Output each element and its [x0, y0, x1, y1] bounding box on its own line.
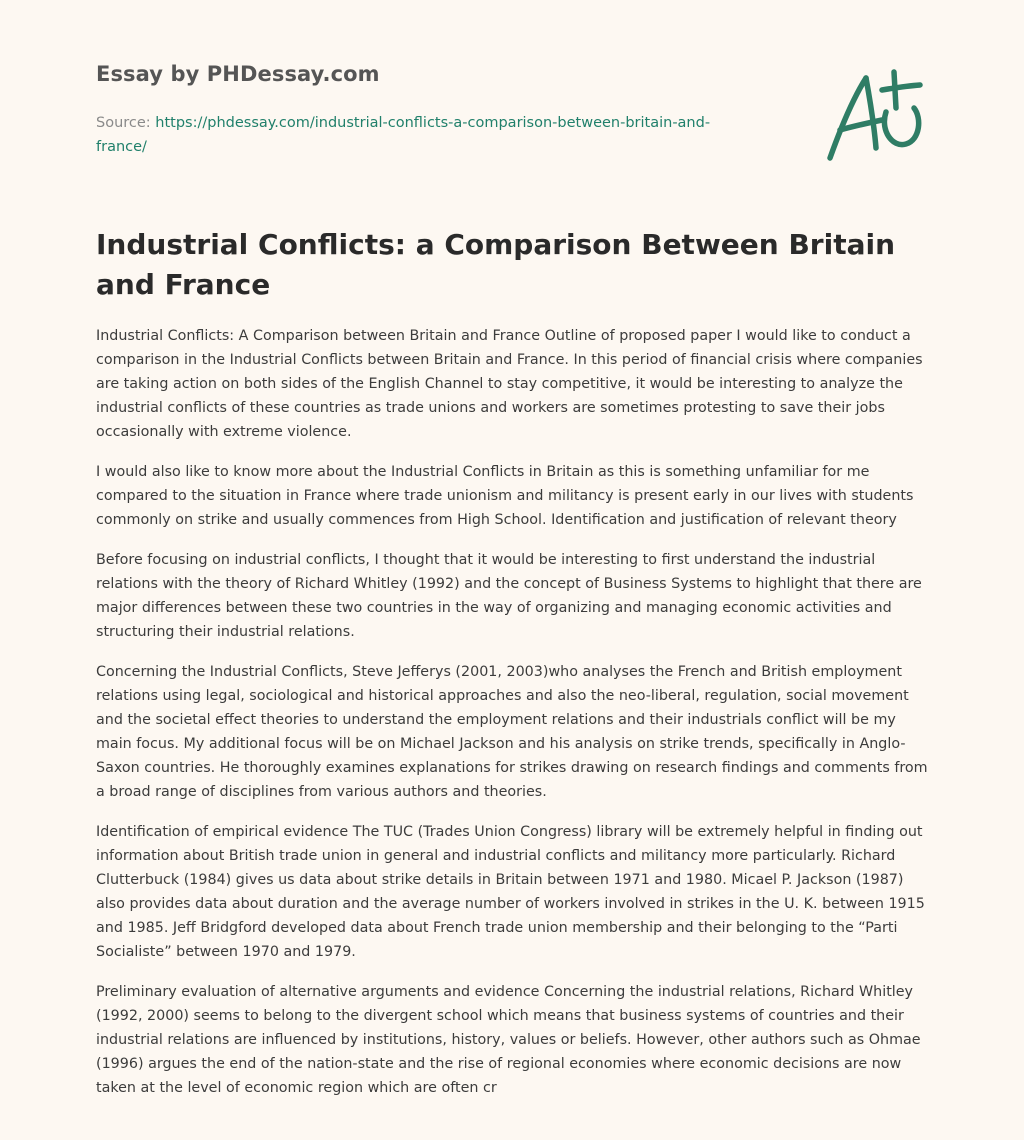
site-title: Essay by PHDessay.com [96, 62, 380, 86]
source-link[interactable]: https://phdessay.com/industrial-conflicts-a-comparison-between-britain-and-france/ [96, 115, 711, 155]
source-label: Source: [96, 115, 151, 131]
source-line [96, 111, 756, 159]
essay-title: Industrial Conflicts: a Comparison Between Britain and France [96, 228, 896, 301]
essay-paragraph: Before focusing on industrial conflicts, I thought that it would be interesting to first understand the industrial relations with the theory of Richard Whitley (1992) and the concept of Business Systems to highlight that there are major differences between these two countries in the way of organizing and managing economic activities and structuring their industrial relations. [96, 552, 922, 640]
essay-paragraph: Concerning the Industrial Conflicts, Steve Jefferys (2001, 2003)who analyses the French and British employment relations using legal, sociological and historical approaches and also the neo-liberal, regulation, social movement and the societal effect theories to understand the employment relations and their industrials conflict will be my main focus. My additional focus will be on Michael Jackson and his analysis on strike trends, specifically in Anglo-Saxon countries. He thoroughly examines explanations for strikes drawing on research findings and comments from a broad range of disciplines from various authors and theories. [96, 664, 928, 800]
essay-paragraph: Preliminary evaluation of alternative arguments and evidence Concerning the industrial relations, Richard Whitley (1992, 2000) seems to belong to the divergent school which means that business systems of countries and their industrial relations are influenced by institutions, history, values or beliefs. However, other authors such as Ohmae (1996) argues the end of the nation-state and the rise of regional economies where economic decisions are now taken at the level of economic region which are often cr [96, 984, 921, 1096]
essay-paragraph: Industrial Conflicts: A Comparison between Britain and France Outline of proposed paper I would like to conduct a comparison in the Industrial Conflicts between Britain and France. In this period of financial crisis where companies are taking action on both sides of the English Channel to stay competitive, it would be interesting to analyze the industrial conflicts of these countries as trade unions and workers are sometimes protesting to save their jobs occasionally with extreme violence. [96, 328, 923, 440]
essay-paragraph: I would also like to know more about the Industrial Conflicts in Britain as this is something unfamiliar for me compared to the situation in France where trade unionism and militancy is present early in our lives with students commonly on strike and usually commences from High School. Identification and justification of relevant theory [96, 464, 914, 528]
a-plus-logo-icon [822, 68, 932, 168]
essay-paragraph: Identification of empirical evidence The TUC (Trades Union Congress) library will be extremely helpful in finding out information about British trade union in general and industrial conflicts and militancy more particularly. Richard Clutterbuck (1984) gives us data about strike details in Britain between 1971 and 1980. Micael P. Jackson (1987) also provides data about duration and the average number of workers involved in strikes in the U. K. between 1915 and 1985. Jeff Bridgford developed data about French trade union membership and their belonging to the “Parti Socialiste” between 1970 and 1979. [96, 824, 925, 960]
essay-body [96, 324, 930, 1116]
